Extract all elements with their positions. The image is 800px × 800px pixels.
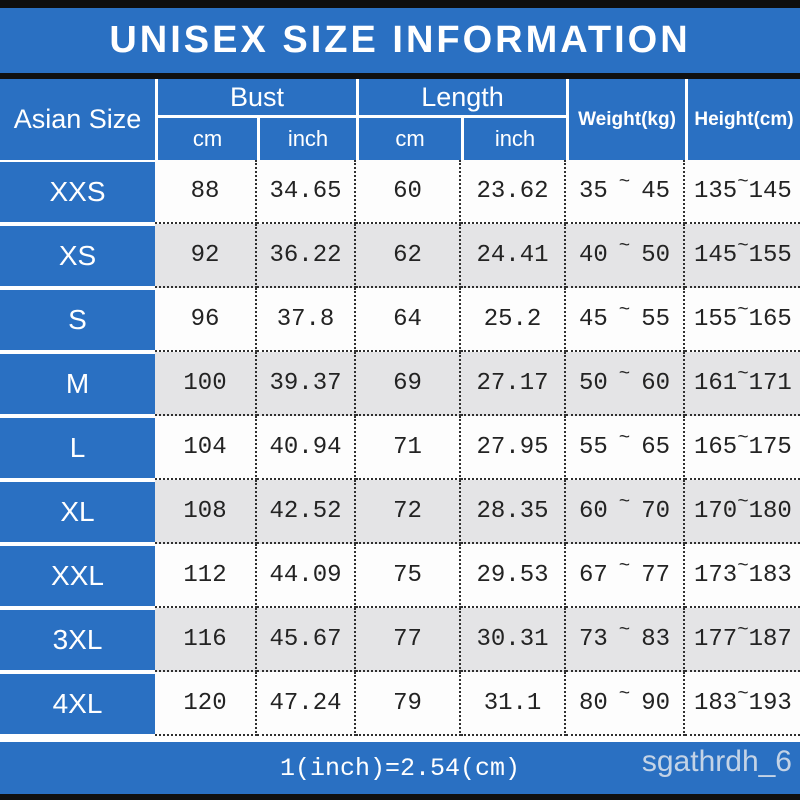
- size-label: 3XL: [0, 608, 155, 672]
- height-min: 165: [694, 433, 738, 461]
- height-min: 173: [694, 561, 738, 589]
- tilde-icon: ~: [618, 171, 631, 193]
- length-cm-value: 69: [356, 352, 461, 416]
- length-cm-value: 75: [356, 544, 461, 608]
- length-cm-value: 71: [356, 416, 461, 480]
- height-range: [685, 672, 800, 736]
- length-inch-value: 30.31: [461, 608, 566, 672]
- header-bust-inch: inch: [257, 118, 356, 160]
- weight-range: [566, 160, 685, 224]
- table-row-s: [0, 288, 800, 352]
- header-length-inch: inch: [461, 118, 566, 160]
- bust-cm-value: 120: [155, 672, 257, 736]
- length-inch-value: 27.17: [461, 352, 566, 416]
- size-label: XXS: [0, 160, 155, 224]
- tilde-icon: ~: [737, 555, 749, 577]
- weight-max: 65: [641, 433, 670, 461]
- bust-cm-value: 96: [155, 288, 257, 352]
- header-height: Height(cm): [685, 79, 800, 160]
- length-cm-value: 64: [356, 288, 461, 352]
- tilde-icon: ~: [737, 299, 749, 321]
- watermark: sgathrdh_6: [641, 745, 792, 778]
- tilde-icon: ~: [618, 299, 631, 321]
- height-max: 171: [748, 369, 792, 397]
- length-cm-value: 77: [356, 608, 461, 672]
- weight-min: 60: [579, 497, 608, 525]
- length-cm-value: 72: [356, 480, 461, 544]
- length-inch-value: 24.41: [461, 224, 566, 288]
- length-inch-value: 25.2: [461, 288, 566, 352]
- height-min: 177: [694, 625, 738, 653]
- header-asian-size: Asian Size: [0, 79, 155, 160]
- weight-min: 50: [579, 369, 608, 397]
- footer-band: [0, 742, 800, 794]
- weight-min: 55: [579, 433, 608, 461]
- height-range: [685, 352, 800, 416]
- height-min: 155: [694, 305, 738, 333]
- weight-max: 90: [641, 689, 670, 717]
- tilde-icon: ~: [618, 683, 631, 705]
- height-range: [685, 224, 800, 288]
- size-label: XXL: [0, 544, 155, 608]
- tilde-icon: ~: [737, 171, 749, 193]
- header-length: Length: [356, 79, 566, 118]
- height-range: [685, 288, 800, 352]
- bust-inch-value: 47.24: [257, 672, 356, 736]
- bust-inch-value: 44.09: [257, 544, 356, 608]
- height-max: 193: [748, 689, 792, 717]
- title-band: [0, 8, 800, 73]
- size-label: XS: [0, 224, 155, 288]
- length-inch-value: 31.1: [461, 672, 566, 736]
- height-min: 135: [694, 177, 738, 205]
- weight-max: 83: [641, 625, 670, 653]
- weight-min: 73: [579, 625, 608, 653]
- bust-cm-value: 92: [155, 224, 257, 288]
- height-max: 155: [748, 241, 792, 269]
- tilde-icon: ~: [737, 683, 749, 705]
- height-range: [685, 608, 800, 672]
- weight-min: 40: [579, 241, 608, 269]
- weight-range: [566, 352, 685, 416]
- height-min: 170: [694, 497, 738, 525]
- bust-inch-value: 37.8: [257, 288, 356, 352]
- bottom-black-bar: [0, 794, 800, 800]
- page-title: UNISEX SIZE INFORMATION: [109, 19, 691, 61]
- tilde-icon: ~: [737, 619, 749, 641]
- top-black-bar: [0, 0, 800, 8]
- height-max: 175: [748, 433, 792, 461]
- table-row-4xl: [0, 672, 800, 736]
- weight-range: [566, 672, 685, 736]
- weight-min: 80: [579, 689, 608, 717]
- header-bust-cm: cm: [155, 118, 257, 160]
- table-row-xxs: [0, 160, 800, 224]
- length-inch-value: 23.62: [461, 160, 566, 224]
- size-label: XL: [0, 480, 155, 544]
- weight-range: [566, 544, 685, 608]
- bust-cm-value: 100: [155, 352, 257, 416]
- height-max: 180: [748, 497, 792, 525]
- tilde-icon: ~: [737, 491, 749, 513]
- weight-max: 77: [641, 561, 670, 589]
- bust-cm-value: 108: [155, 480, 257, 544]
- length-cm-value: 79: [356, 672, 461, 736]
- length-cm-value: 62: [356, 224, 461, 288]
- tilde-icon: ~: [737, 427, 749, 449]
- weight-max: 60: [641, 369, 670, 397]
- header-bust: Bust: [155, 79, 356, 118]
- tilde-icon: ~: [737, 235, 749, 257]
- table-header: [0, 79, 800, 160]
- table-row-l: [0, 416, 800, 480]
- weight-range: [566, 224, 685, 288]
- bust-cm-value: 104: [155, 416, 257, 480]
- height-min: 145: [694, 241, 738, 269]
- table-row-m: [0, 352, 800, 416]
- bust-inch-value: 40.94: [257, 416, 356, 480]
- bust-cm-value: 112: [155, 544, 257, 608]
- weight-max: 45: [641, 177, 670, 205]
- height-min: 161: [694, 369, 738, 397]
- height-range: [685, 544, 800, 608]
- length-inch-value: 27.95: [461, 416, 566, 480]
- tilde-icon: ~: [618, 555, 631, 577]
- bust-cm-value: 116: [155, 608, 257, 672]
- height-min: 183: [694, 689, 738, 717]
- weight-range: [566, 288, 685, 352]
- length-cm-value: 60: [356, 160, 461, 224]
- height-range: [685, 160, 800, 224]
- weight-min: 45: [579, 305, 608, 333]
- height-max: 183: [748, 561, 792, 589]
- bust-inch-value: 34.65: [257, 160, 356, 224]
- bust-inch-value: 42.52: [257, 480, 356, 544]
- height-range: [685, 416, 800, 480]
- tilde-icon: ~: [618, 491, 631, 513]
- height-max: 145: [748, 177, 792, 205]
- tilde-icon: ~: [618, 619, 631, 641]
- table-row-xl: [0, 480, 800, 544]
- size-label: S: [0, 288, 155, 352]
- size-label: L: [0, 416, 155, 480]
- tilde-icon: ~: [618, 427, 631, 449]
- tilde-icon: ~: [737, 363, 749, 385]
- weight-max: 70: [641, 497, 670, 525]
- inch-conversion-note: 1(inch)=2.54(cm): [279, 753, 521, 783]
- weight-range: [566, 416, 685, 480]
- bust-cm-value: 88: [155, 160, 257, 224]
- length-inch-value: 28.35: [461, 480, 566, 544]
- table-row-xxl: [0, 544, 800, 608]
- table-row-3xl: [0, 608, 800, 672]
- header-weight: Weight(kg): [566, 79, 685, 160]
- weight-range: [566, 480, 685, 544]
- weight-min: 35: [579, 177, 608, 205]
- weight-max: 55: [641, 305, 670, 333]
- weight-range: [566, 608, 685, 672]
- bust-inch-value: 39.37: [257, 352, 356, 416]
- size-label: M: [0, 352, 155, 416]
- header-length-cm: cm: [356, 118, 461, 160]
- table-body: [0, 160, 800, 736]
- length-inch-value: 29.53: [461, 544, 566, 608]
- height-max: 165: [748, 305, 792, 333]
- weight-min: 67: [579, 561, 608, 589]
- bust-inch-value: 36.22: [257, 224, 356, 288]
- size-label: 4XL: [0, 672, 155, 736]
- tilde-icon: ~: [618, 235, 631, 257]
- weight-max: 50: [641, 241, 670, 269]
- height-range: [685, 480, 800, 544]
- height-max: 187: [748, 625, 792, 653]
- bust-inch-value: 45.67: [257, 608, 356, 672]
- tilde-icon: ~: [618, 363, 631, 385]
- table-row-xs: [0, 224, 800, 288]
